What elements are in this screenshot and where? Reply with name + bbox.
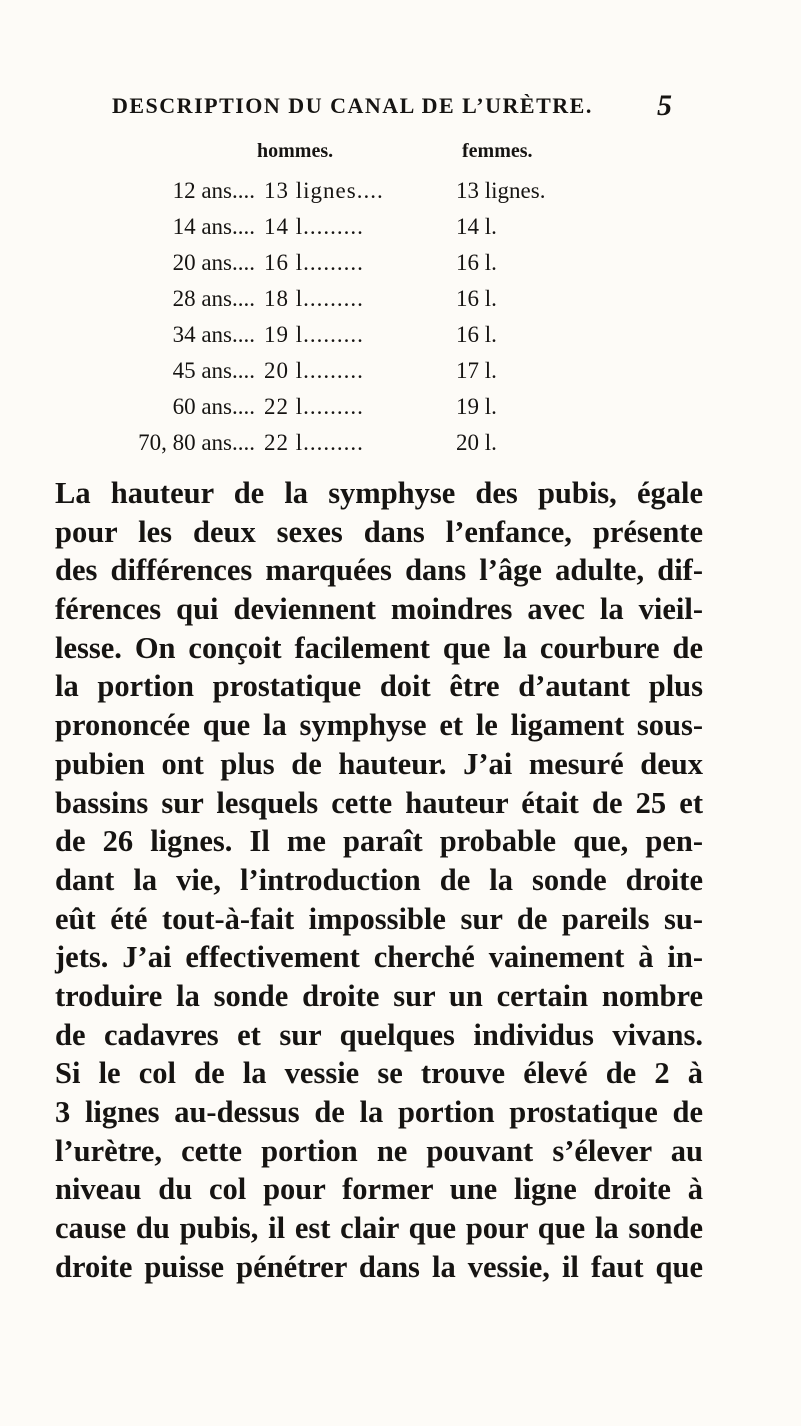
body-line: Si le col de la vessie se trouve élevé de 2 à [55, 1056, 703, 1091]
men-cell: 14 l......... [264, 214, 364, 239]
body-line: l’urètre, cette portion ne pouvant s’élever au [55, 1133, 703, 1168]
body-line: droite puisse pénétrer dans la vessie, il faut que [55, 1249, 703, 1284]
body-line: dant la vie, l’introduction de la sonde droite [55, 862, 703, 897]
body-line: férences qui deviennent moindres avec la vieil- [55, 592, 703, 627]
body-line: de cadavres et sur quelques individus vivans. [55, 1017, 703, 1052]
men-cell: 22 l......... [264, 430, 364, 455]
women-cell: 16 l. [456, 250, 497, 275]
body-line: cause du pubis, il est clair que pour que la sonde [55, 1211, 703, 1246]
table-row [0, 214, 801, 246]
body-line: la portion prostatique doit être d’autant plus [55, 669, 703, 704]
age-cell: 14 ans.... [172, 214, 255, 239]
body-line: troduire la sonde droite sur un certain nombre [55, 978, 703, 1013]
running-header [112, 89, 672, 129]
running-title: DESCRIPTION DU CANAL DE L’URÈTRE. [112, 93, 593, 118]
men-cell: 19 l......... [264, 322, 364, 347]
age-cell: 60 ans.... [172, 394, 255, 419]
age-cell: 28 ans.... [172, 286, 255, 311]
page-number: 5 [657, 89, 672, 122]
women-cell: 16 l. [456, 286, 497, 311]
men-cell: 13 lignes.... [264, 178, 384, 203]
body-line: prononcée que la symphyse et le ligament sous- [55, 708, 703, 743]
body-line: de 26 lignes. Il me paraît probable que, pen- [55, 824, 703, 859]
body-line: jets. J’ai effectivement cherché vainement à in- [55, 940, 703, 975]
age-cell: 20 ans.... [172, 250, 255, 275]
women-cell: 16 l. [456, 322, 497, 347]
column-header-women: femmes. [462, 140, 533, 162]
women-cell: 13 lignes. [456, 178, 546, 203]
men-cell: 20 l......... [264, 358, 364, 383]
men-cell: 16 l......... [264, 250, 364, 275]
body-line: pubien ont plus de hauteur. J’ai mesuré deux [55, 746, 703, 781]
body-line: La hauteur de la symphyse des pubis, égale [55, 476, 703, 510]
age-cell: 12 ans.... [172, 178, 255, 203]
women-cell: 20 l. [456, 430, 497, 455]
body-line: bassins sur lesquels cette hauteur était de 25 et [55, 785, 703, 820]
table-row [0, 322, 801, 354]
table-row [0, 178, 801, 210]
age-cell: 45 ans.... [172, 358, 255, 383]
body-line: niveau du col pour former une ligne droite à [55, 1172, 703, 1207]
body-line: des différences marquées dans l’âge adulte, dif- [55, 553, 703, 588]
women-cell: 17 l. [456, 358, 497, 383]
men-cell: 18 l......... [264, 286, 364, 311]
column-header-men: hommes. [257, 140, 334, 162]
table-row [0, 358, 801, 390]
body-line: 3 lignes au-dessus de la portion prostatique de [55, 1095, 703, 1129]
table-row [0, 394, 801, 426]
body-line: eût été tout-à-fait impossible sur de pareils su- [55, 901, 703, 936]
table-row [0, 430, 801, 462]
body-line: lesse. On conçoit facilement que la courbure de [55, 630, 703, 665]
men-cell: 22 l......... [264, 394, 364, 419]
age-cell: 70, 80 ans.... [138, 430, 255, 455]
women-cell: 19 l. [456, 394, 497, 419]
women-cell: 14 l. [456, 214, 497, 239]
table-row [0, 286, 801, 318]
body-paragraph [55, 474, 703, 1286]
body-line: pour les deux sexes dans l’enfance, présente [55, 514, 703, 549]
table-row [0, 250, 801, 282]
age-cell: 34 ans.... [172, 322, 255, 347]
